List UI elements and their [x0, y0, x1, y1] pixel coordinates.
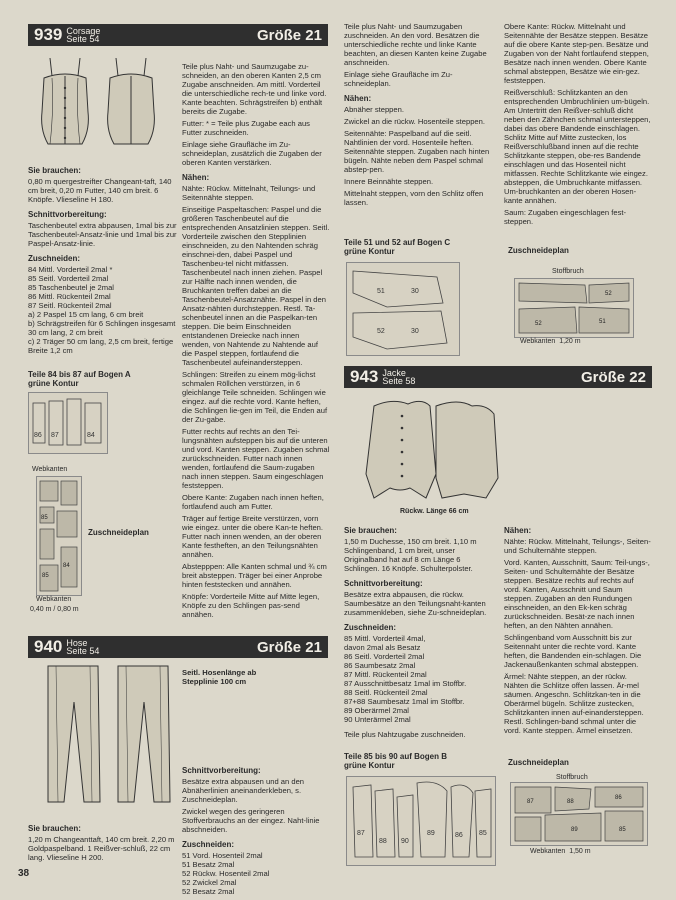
- cutting-list: [182, 851, 330, 896]
- svg-text:88: 88: [567, 799, 574, 805]
- svg-text:88: 88: [379, 838, 387, 845]
- column-940-left: [28, 818, 178, 865]
- list-item: Träger auf fertige Breite verstürzen, vorn wie eingez. unter die obere Kan-te heften. Futter nach innen wenden, an der oberen Kante festheften, an den Teilungsnähten annähen.: [182, 514, 323, 559]
- list-item: 87 Seitl. Rückenteil 2mal: [28, 301, 112, 310]
- column-943-right: [504, 520, 652, 738]
- list-item: Nähte: Rückw. Mittelnaht, Teilungs-, Seiten- und Schulternähte steppen.: [504, 537, 651, 555]
- pattern-sheet-note: Teile 85 bis 90 auf Bogen B grüne Kontur: [344, 752, 447, 770]
- section-heading: Schnittvorbereitung:: [28, 210, 107, 219]
- waist-step: Obere Kante: Rückw. Mittelnaht und Seitennähte der Besätze steppen. Besätze auf die obere Kante step-pen. Besätze und Zugaben von der Naht fortlaufend steppen, Besätze nach innen wenden. Obere Kante schmal absteppen, Besätze wie ein-gez. feststeppen.: [504, 22, 649, 85]
- list-item: 52 Zwickel 2mal: [182, 878, 237, 887]
- zuschneideplan-label: Zuschneideplan: [88, 528, 149, 537]
- sewing-steps: [344, 105, 492, 207]
- materials-text: 1,50 m Duchesse, 150 cm breit. 1,10 m Schlingenband, 1 cm breit, unser Originalband hat auf 8 cm Länge 6 Schlingen. 16 Knöpfe. Schulterpolster.: [344, 537, 477, 573]
- zuschneideplan-label: Zuschneideplan: [508, 758, 569, 767]
- list-item: 84 Mittl. Vorderteil 2mal *: [28, 265, 113, 274]
- pattern-number: 939: [34, 25, 63, 44]
- column-939-left: [28, 160, 178, 355]
- size-label: Größe 22: [580, 368, 646, 386]
- list-item: Futter rechts auf rechts an den Tei-lungsnähten aufsteppen bis auf die unteren und vord. Kanten steppen. Zugaben schmal zurückschneiden. Futter nach innen wenden, fortlaufend die Saum-zugaben nach innen steppen. Saum eingeschlagen feststeppen.: [182, 427, 330, 490]
- list-item: 89 Oberärmel 2mal: [344, 706, 409, 715]
- svg-text:30: 30: [411, 328, 419, 335]
- pattern-title: Hose Seite 54: [66, 638, 100, 656]
- list-item: Zwickel an die rückw. Hosenteile steppen.: [344, 117, 485, 126]
- preparation-text: Besätze extra abpausen und an den Abnäherlinien aneinanderkleben, s. Zuschneideplan.: [182, 777, 305, 804]
- list-item: 87+88 Saumbesatz 1mal im Stoffbr.: [344, 697, 465, 706]
- pattern-title: Corsage Seite 54: [66, 26, 101, 44]
- header-940: [28, 636, 328, 658]
- section-heading: Nähen:: [182, 173, 210, 182]
- svg-text:51: 51: [599, 319, 606, 325]
- svg-text:87: 87: [527, 799, 534, 805]
- list-item: Abstepppen: Alle Kanten schmal und ¾ cm breit absteppen. Träger bei einer Anprobe hinten feststecken und annähen.: [182, 562, 327, 589]
- list-item: 90 Unterärmel 2mal: [344, 715, 411, 724]
- dimension-label: 0,40 m / 0,80 m: [30, 606, 79, 613]
- cutting-note: Teile plus Naht- und Saumzugabe zu-schneiden, an den oberen Kanten 2,5 cm Zugabe anschneiden. Am mittl. Vorderteil die unterschiedliche rech-te und linke vord. Kante beachten. Schrägstreifen b) enthält bereits die Zugabe.: [182, 62, 327, 116]
- list-item: 85 Taschenbeutel je 2mal: [28, 283, 114, 292]
- section-heading: Zuschneiden:: [182, 840, 235, 849]
- page-number: 38: [18, 868, 30, 879]
- section-heading: Zuschneiden:: [28, 254, 81, 263]
- stoffbruch-label: Stoffbruch: [552, 268, 584, 275]
- svg-text:89: 89: [571, 827, 578, 833]
- list-item: Ärmel: Nähte steppen, an der rückw. Nähten die Schlitze offen lassen. Är-mel säumen. Angeschn. Schlitzkan-ten in die Oberärmel bügeln. Schlitze zustecken, Schlitzkanten innen auf-einandersteppen. Restl. Schlingen-band schmal unter die vord. Kante steppen. Ärmel einsetzen.: [504, 672, 644, 735]
- cutting-note: Teile plus Naht- und Saumzugaben zuschneiden. An den vord. Besätzen die unterschiedliche rechte und linke Kante beachten, an diesen Kanten keine Zugabe anschneiden.: [344, 22, 487, 67]
- section-heading: Sie brauchen:: [28, 824, 81, 833]
- column-940-far-right: [504, 22, 652, 229]
- list-item: Schlingenband vom Ausschnitt bis zur Seitennaht unter die rechte vord. Kante heften, die Bandenden ein-schlagen. Die Jackenaußenkanten schmal absteppen.: [504, 633, 642, 669]
- svg-text:87: 87: [357, 830, 365, 837]
- stoffbruch-label: Stoffbruch: [556, 774, 588, 781]
- list-item: 86 Seitl. Vorderteil 2mal: [344, 652, 425, 661]
- list-item: Vord. Kanten, Ausschnitt, Saum: Teil-ungs-, Seiten- und Schulternähte der Besätze steppen. Besätze rechts auf rechts auf vord. Kanten, Ausschnitt und Saum steppen. Zugaben an den Rundungen einschneiden, an den Ek-ken schräg zurückschneiden. Besät-ze nach innen heften, an den Nähten annähen.: [504, 558, 650, 630]
- svg-text:85: 85: [479, 830, 487, 837]
- lining-note: Futter: * = Teile plus Zugabe each aus Futter zuschneiden.: [182, 119, 310, 137]
- jacket-length: Rückw. Länge 66 cm: [400, 508, 469, 515]
- svg-text:90: 90: [401, 838, 409, 845]
- cutting-layout-943: [510, 782, 648, 846]
- list-item: Abnäher steppen.: [344, 105, 404, 114]
- sewing-steps: [182, 184, 330, 619]
- svg-text:86: 86: [34, 432, 42, 439]
- interfacing-note: Einlage siehe Graufläche im Zu-schneideplan, zusätzlich die Zugaben der oberen Kanten verstärken.: [182, 140, 322, 167]
- list-item: 85 Seitl. Vorderteil 2mal: [28, 274, 109, 283]
- size-label: Größe 21: [256, 638, 322, 656]
- column-940-continued: [344, 22, 492, 210]
- svg-text:85: 85: [41, 515, 48, 521]
- webkanten-label: Webkanten 1,20 m: [520, 338, 581, 345]
- section-heading: Nähen:: [504, 526, 532, 535]
- hem-step: Saum: Zugaben eingeschlagen fest-steppen.: [504, 208, 627, 226]
- svg-text:84: 84: [63, 563, 70, 569]
- trouser-length: Seitl. Hosenlänge ab Stepplinie 100 cm: [182, 668, 257, 686]
- list-item: Mittelnaht steppen, vorn den Schlitz offen lassen.: [344, 189, 484, 207]
- materials-text: 1,20 m Changeanttaft, 140 cm breit. 2,20 m Goldpaspelband. 1 Reißver-schluß, 22 cm lang. Vlieseline H 200.: [28, 835, 175, 862]
- materials-text: 0,80 m quergestreifter Changeant-taft, 140 cm breit, 0,20 m Futter, 140 cm breit. 6 Knöpfe. Vlieseline H 180.: [28, 177, 172, 204]
- svg-text:52: 52: [535, 321, 542, 327]
- webkanten-label: Webkanten: [32, 466, 68, 473]
- pattern-title: Jacke Seite 58: [382, 368, 416, 386]
- svg-text:84: 84: [87, 432, 95, 439]
- header-943: [344, 366, 652, 388]
- list-item: Seitennähte: Paspelband auf die seitl. Nahtlinien der vord. Hosenteile heften. Seitennähte steppen. Zugaben nach hinten bügeln. Nähte neben dem Paspel schmal abstep-pen.: [344, 129, 490, 174]
- preparation-text: Taschenbeutel extra abpausen, 1mal bis zur Taschenbeutel-Ansatz-linie und 1mal bis zur Paspel-Ansatz-linie.: [28, 221, 177, 248]
- list-item: 88 Seitl. Rückenteil 2mal: [344, 688, 428, 697]
- pattern-sheet-note: Teile 51 und 52 auf Bogen C grüne Kontur: [344, 238, 451, 256]
- size-label: Größe 21: [256, 26, 322, 44]
- svg-text:85: 85: [619, 827, 626, 833]
- webkanten-label: Webkanten: [36, 596, 72, 603]
- section-heading: Nähen:: [344, 94, 372, 103]
- pattern-sheet-note: Teile 84 bis 87 auf Bogen A grüne Kontur: [28, 370, 131, 388]
- corsage-illustration: [30, 50, 180, 158]
- list-item: 51 Besatz 2mal: [182, 860, 235, 869]
- svg-text:89: 89: [427, 830, 435, 837]
- svg-text:52: 52: [605, 291, 612, 297]
- list-item: Knöpfe: Vorderteile Mitte auf Mitte legen, Knöpfe zu den Schlingen pas-send annähen.: [182, 592, 320, 619]
- list-item: 87 Ausschnittbesatz 1mal im Stoffbr.: [344, 679, 467, 688]
- list-item: 86 Mittl. Rückenteil 2mal: [28, 292, 111, 301]
- svg-text:30: 30: [411, 288, 419, 295]
- list-item: Schlingen: Streifen zu einem mög-lichst schmalen Röllchen verstürzen, in 6 gleichlange Teile schneiden. Schlingen wie eingez. auf die rechte vord. Kante heften, die Schlingen lie-gen im Teil, die Enden auf der Zu-gabe.: [182, 370, 328, 424]
- section-heading: Sie brauchen:: [344, 526, 397, 535]
- svg-text:51: 51: [377, 288, 385, 295]
- list-item: 87 Mittl. Rückenteil 2mal: [344, 670, 427, 679]
- list-item: b) Schrägstreifen für 6 Schlingen insgesamt 30 cm lang, 2 cm breit: [28, 319, 176, 337]
- svg-text:86: 86: [615, 795, 622, 801]
- pattern-number: 940: [34, 637, 63, 656]
- list-item: a) 2 Paspel 15 cm lang, 6 cm breit: [28, 310, 144, 319]
- trousers-illustration: [40, 662, 180, 810]
- webkanten-label: Webkanten 1,50 m: [530, 848, 591, 855]
- zipper-step: Reißverschluß: Schlitzkanten an den entsprechenden Umbruchlinien um-bügeln. Am Untertritt den Reißver-schluß dicht neben den Zähnchen schmal untersteppen, dabei das obere Bandende einschlagen. Schlitz Mitte auf Mitte zustecken, los Reißverschlußband innen auf die rechte Schlitzkante steppen, obe-res Bandende einschlagen und das Hosenteil nicht mitfassen. Rechte Schlitzkante wie eingez. absteppen, die Umbruchkante mitfassen. Um-bruchkanten an der oberen Hosen-kante annähen.: [504, 88, 651, 205]
- seam-allowance-note: Teile plus Nahtzugabe zuschneiden.: [344, 730, 466, 739]
- column-940-right: [182, 760, 330, 896]
- svg-text:52: 52: [377, 328, 385, 335]
- section-heading: Sie brauchen:: [28, 166, 81, 175]
- svg-text:85: 85: [42, 573, 49, 579]
- sewing-steps: [504, 537, 652, 735]
- svg-text:86: 86: [455, 832, 463, 839]
- list-item: Nähte: Rückw. Mittelnaht, Teilungs- und Seitennähte steppen.: [182, 184, 316, 202]
- section-heading: Schnittvorbereitung:: [344, 579, 423, 588]
- list-item: c) 2 Träger 50 cm lang, 2,5 cm breit, fertige Breite 1,2 cm: [28, 337, 174, 355]
- column-943-left: [344, 520, 492, 742]
- list-item: 52 Besatz 2mal: [182, 887, 235, 896]
- list-item: 85 Mittl. Vorderteil 4mal,: [344, 634, 426, 643]
- list-item: Innere Beinnähte steppen.: [344, 177, 434, 186]
- pattern-overview-943: [346, 776, 496, 866]
- list-item: 51 Vord. Hosenteil 2mal: [182, 851, 263, 860]
- preparation-text: Besätze extra abpausen, die rückw. Saumbesätze an den Teilungsnaht-kanten zusammenkleben, siehe Zu-schneideplan.: [344, 590, 487, 617]
- gusset-note: Zwickel wegen des geringeren Stoffverbrauchs an der eingez. Naht-linie abschneiden.: [182, 807, 320, 834]
- zuschneideplan-label: Zuschneideplan: [508, 246, 569, 255]
- pattern-overview-940: [346, 262, 460, 356]
- svg-text:87: 87: [51, 432, 59, 439]
- pattern-number: 943: [350, 367, 379, 386]
- list-item: 52 Rückw. Hosenteil 2mal: [182, 869, 270, 878]
- column-939-right: [182, 62, 330, 622]
- cutting-layout-939: [36, 476, 82, 596]
- list-item: Einseitige Paspeltaschen: Paspel und die größeren Taschenbeutel auf die entsprechenden Ansatzlinien steppen. Seitl. Vorderteile zwischen den Stepplinien einschneiden, zu den Nahtenden schräg einschnei-den, dabei Paspel und Taschenbeu-tel nicht mitfassen. Taschenbeutel nach innen ziehen. Paspel zur Hälfte nach innen wenden, die Bruchkanten treffen dabei an die Taschenbeutel-Ansatznähte. Paspel in den Ansatz-nähten durchsteppen. Restl. Ta-schenbeutel innen an die Paspelkan-ten steppen. Die beim Einschneiden entstandenen Dreiecke nach innen wenden, von Nahtende zu Nahtende auf die Paspel steppen, fortlaufend die Taschenbeutel aufeinandersteppen.: [182, 205, 330, 367]
- interfacing-note: Einlage siehe Graufläche im Zu-schneideplan.: [344, 70, 453, 88]
- cutting-list: [28, 265, 178, 355]
- jacket-illustration: [360, 394, 500, 504]
- cutting-list: [344, 634, 492, 724]
- header-939: [28, 24, 328, 46]
- list-item: 86 Saumbesatz 2mal: [344, 661, 416, 670]
- section-heading: Schnittvorbereitung:: [182, 766, 261, 775]
- pattern-overview-939: [28, 392, 108, 454]
- section-heading: Zuschneiden:: [344, 623, 397, 632]
- list-item: Obere Kante: Zugaben nach innen heften, fortlaufend auch am Futter.: [182, 493, 324, 511]
- cutting-layout-940: [514, 278, 634, 338]
- list-item: davon 2mal als Besatz: [344, 643, 421, 652]
